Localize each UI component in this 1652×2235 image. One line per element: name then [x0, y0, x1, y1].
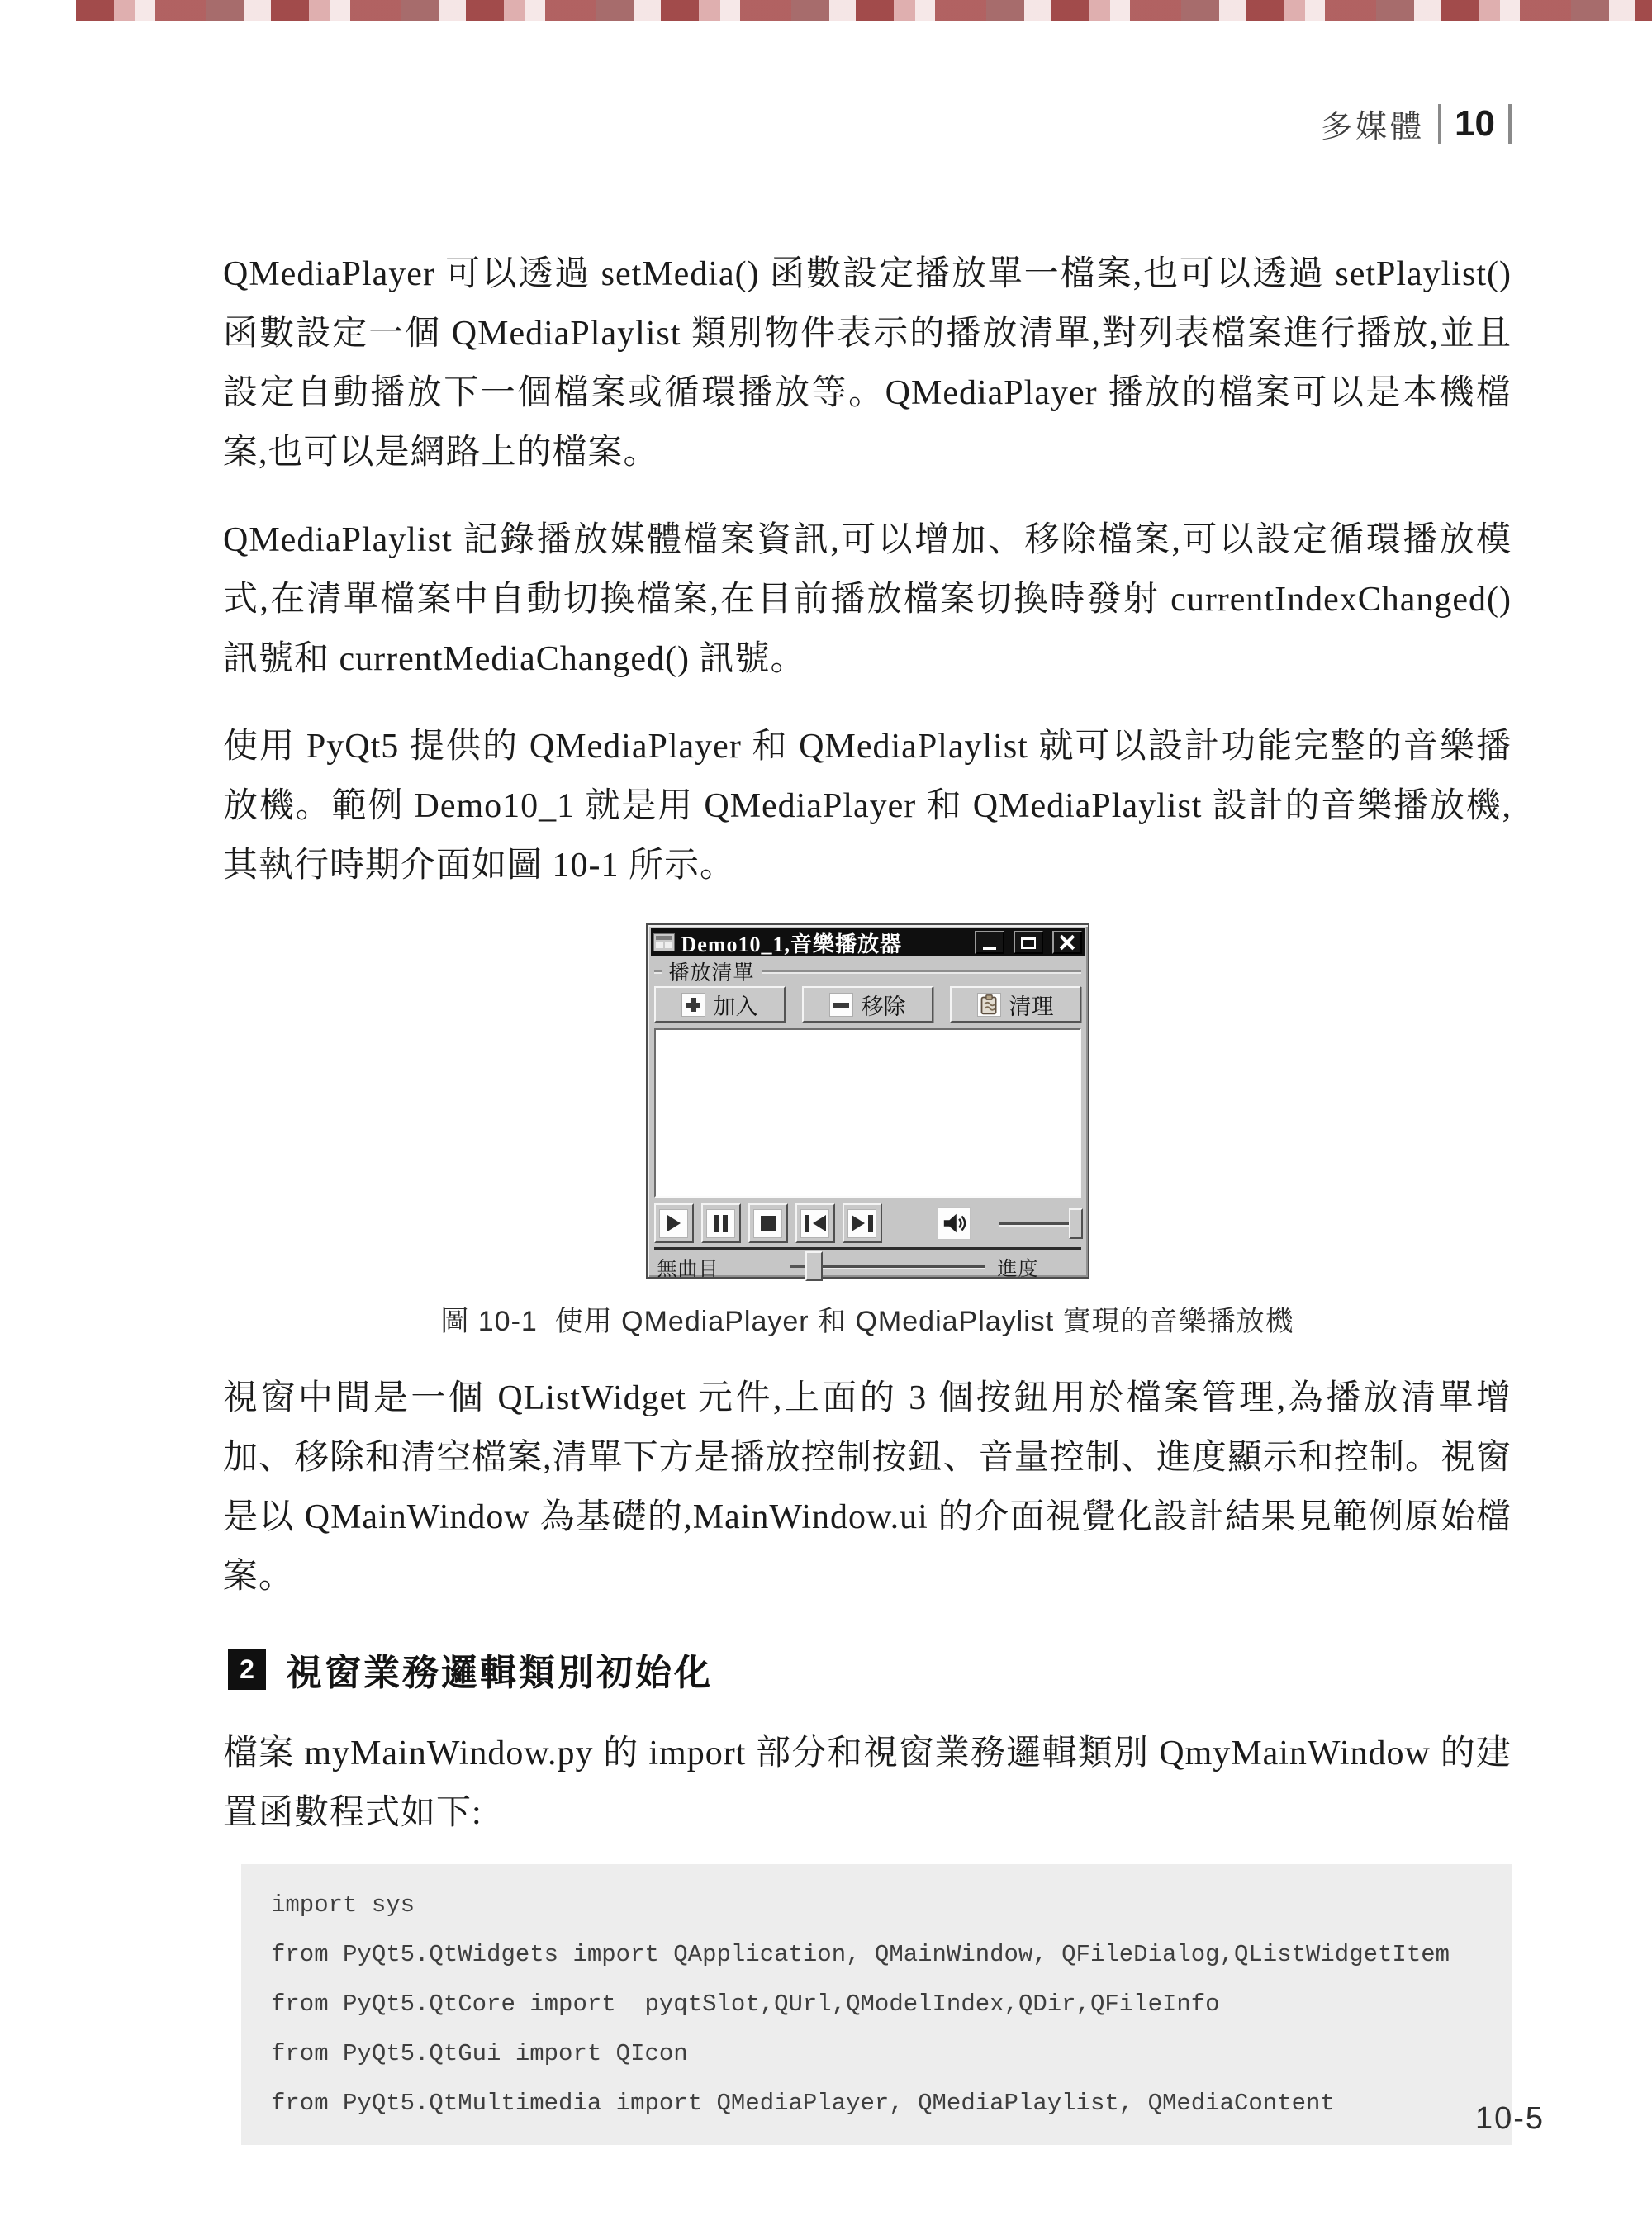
- progress-groove-stub: [790, 1265, 805, 1268]
- status-track-label: 無曲目: [657, 1258, 719, 1280]
- previous-button[interactable]: [795, 1203, 835, 1243]
- section-number-badge: 2: [228, 1649, 266, 1690]
- groupbox-label: 播放清單: [668, 962, 755, 985]
- progress-slider-handle[interactable]: [805, 1251, 823, 1281]
- next-button[interactable]: [843, 1203, 882, 1243]
- groupbox-line-left: [654, 970, 662, 972]
- previous-icon: [800, 1209, 829, 1238]
- window-body: [651, 956, 1085, 1286]
- page-number: 10-5: [1474, 2101, 1545, 2136]
- volume-icon: [938, 1207, 971, 1240]
- add-button-label: 加入: [713, 994, 758, 1019]
- figure-10-1: [646, 923, 1089, 1279]
- section-title: 視窗業務邏輯類別初始化: [286, 1653, 713, 1693]
- paragraph-qmediaplayer: QMediaPlayer 可以透過 setMedia() 函數設定播放單一檔案,也可以透過 setPlaylist() 函數設定一個 QMediaPlaylist 類別物件表示的播放清單,對列表檔案進行播放,並且設定自動播放下一個檔案或循環播放等。QMediaPlayer 播放的檔案可以是本機檔案,也可以是網路上的檔案。: [223, 255, 1512, 472]
- remove-button-label: 移除: [861, 994, 906, 1019]
- paragraph-window-layout: 視窗中間是一個 QListWidget 元件,上面的 3 個按鈕用於檔案管理,為播放清單增加、移除和清空檔案,清單下方是播放控制按鈕、音量控制、進度顯示和控制。視窗是以 QMainWindow 為基礎的,MainWindow.ui 的介面視覺化設計結果見範例原始檔案。: [223, 1379, 1512, 1596]
- window-titlebar: [651, 928, 1085, 956]
- paragraph-import-intro: 檔案 myMainWindow.py 的 import 部分和視窗業務邏輯類別 QmyMainWindow 的建置函數程式如下:: [223, 1734, 1512, 1832]
- clear-button[interactable]: [950, 986, 1081, 1023]
- scan-artifact-band: [76, 0, 1652, 21]
- figure-caption: 圖 10-1 使用 QMediaPlayer 和 QMediaPlaylist 實現的音樂播放機: [440, 1306, 1294, 1337]
- next-icon: [847, 1209, 876, 1238]
- page-header: [1321, 101, 1512, 146]
- volume-slider-handle[interactable]: [1069, 1208, 1083, 1239]
- header-section-label: 多媒體: [1321, 110, 1426, 145]
- media-control-row: [654, 1198, 1081, 1244]
- code-line: from PyQt5.QtCore import pyqtSlot,QUrl,QModelIndex,QDir,QFileInfo: [271, 1991, 1220, 2018]
- status-bar: [654, 1250, 1081, 1283]
- header-divider-left: [1438, 104, 1441, 144]
- stop-button[interactable]: [748, 1203, 788, 1243]
- main-text-column: [223, 244, 1512, 2145]
- code-block: [241, 1864, 1512, 2145]
- code-line: import sys: [271, 1891, 415, 1919]
- stop-icon: [753, 1209, 782, 1238]
- close-icon: [1059, 934, 1075, 951]
- code-line: from PyQt5.QtMultimedia import QMediaPlayer, QMediaPlaylist, QMediaContent: [271, 2090, 1335, 2117]
- playlist-button-row: [654, 986, 1081, 1023]
- groupbox-line-right: [762, 970, 1081, 972]
- maximize-icon: [1021, 937, 1036, 949]
- play-icon: [659, 1209, 688, 1238]
- status-progress-label: 進度: [997, 1258, 1039, 1280]
- plus-icon: [681, 993, 705, 1017]
- header-chapter-number: 10: [1455, 102, 1495, 144]
- minus-icon: [829, 993, 853, 1017]
- maximize-button[interactable]: [1014, 931, 1043, 954]
- play-button[interactable]: [654, 1203, 694, 1243]
- minimize-icon: [983, 947, 996, 950]
- code-line: from PyQt5.QtWidgets import QApplication, QMainWindow, QFileDialog,QListWidgetItem: [271, 1941, 1450, 1968]
- pause-icon: [706, 1209, 735, 1238]
- minimize-button[interactable]: [975, 931, 1004, 954]
- section-heading: [228, 1643, 1512, 1696]
- pause-button[interactable]: [701, 1203, 741, 1243]
- app-window: [646, 923, 1089, 1279]
- playlist-listwidget[interactable]: [654, 1028, 1081, 1198]
- app-icon: [653, 933, 675, 951]
- progress-slider[interactable]: [823, 1265, 985, 1268]
- header-divider-right: [1508, 104, 1512, 144]
- window-title: Demo10_1,音樂播放器: [681, 932, 902, 956]
- add-button[interactable]: [654, 986, 786, 1023]
- remove-button[interactable]: [802, 986, 933, 1023]
- paragraph-qmediaplaylist: QMediaPlaylist 記錄播放媒體檔案資訊,可以增加、移除檔案,可以設定循環播放模式,在清單檔案中自動切換檔案,在目前播放檔案切換時發射 currentIndexChanged() 訊號和 currentMediaChanged() 訊號。: [223, 521, 1512, 678]
- clear-button-label: 清理: [1009, 994, 1054, 1019]
- close-button[interactable]: [1052, 931, 1082, 954]
- volume-slider[interactable]: [999, 1222, 1081, 1225]
- groupbox-playlist-header: [654, 960, 1081, 983]
- code-line: from PyQt5.QtGui import QIcon: [271, 2040, 688, 2067]
- clipboard-icon: [977, 993, 1001, 1017]
- paragraph-demo-intro: 使用 PyQt5 提供的 QMediaPlayer 和 QMediaPlaylist 就可以設計功能完整的音樂播放機。範例 Demo10_1 就是用 QMediaPlayer 和 QMediaPlaylist 設計的音樂播放機,其執行時期介面如圖 10-1 所示。: [223, 728, 1512, 885]
